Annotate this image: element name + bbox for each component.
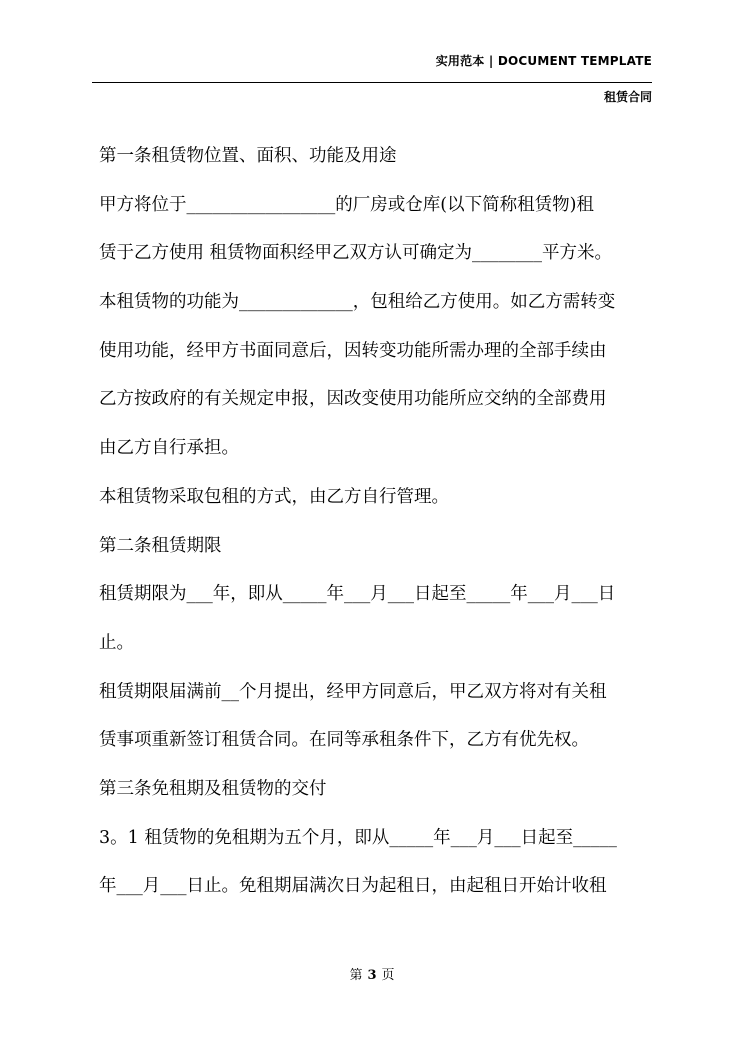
page-suffix: 页 [381,968,395,983]
header-subtitle: 租赁合同 [603,90,652,104]
paragraph-line: 本租赁物采取包租的方式，由乙方自行管理。 [99,486,449,507]
paragraph-line: 使用功能，经甲方书面同意后，因转变功能所需办理的全部手续由 [99,340,607,361]
paragraph-line: 本租赁物的功能为_____________，包租给乙方使用。如乙方需转变 [99,292,616,313]
article-2-heading: 第二条租赁期限 [99,535,222,556]
page-number: 3 [367,968,377,983]
page-footer [0,964,744,983]
document-body [99,139,659,918]
paragraph-line: 3。1 租赁物的免租期为五个月，即从_____年___月___日起至_____ [99,827,617,848]
header-title: 实用范本 | DOCUMENT TEMPLATE [435,54,652,68]
paragraph-line: 由乙方自行承担。 [99,438,239,459]
paragraph-line: 年___月___日止。免租期届满次日为起租日，由起租日开始计收租 [99,876,607,897]
article-1-heading: 第一条租赁物位置、面积、功能及用途 [99,146,397,166]
header-divider [92,82,652,83]
paragraph-line: 租赁期限为___年，即从_____年___月___日起至_____年___月___日 [99,584,616,605]
paragraph-line: 租赁期限届满前__个月提出，经甲方同意后，甲乙双方将对有关租 [99,681,607,702]
paragraph-line: 赁事项重新签订租赁合同。在同等承租条件下，乙方有优先权。 [99,730,589,751]
paragraph-line: 乙方按政府的有关规定申报，因改变使用功能所应交纳的全部费用 [99,389,607,410]
paragraph-line: 止。 [99,632,134,653]
paragraph-line: 甲方将位于_________________的厂房或仓库(以下简称租赁物)租 [99,194,594,215]
page-prefix: 第 [349,968,363,983]
article-3-heading: 第三条免租期及租赁物的交付 [99,778,327,799]
paragraph-line: 赁于乙方使用 租赁物面积经甲乙双方认可确定为________平方米。 [99,243,613,264]
